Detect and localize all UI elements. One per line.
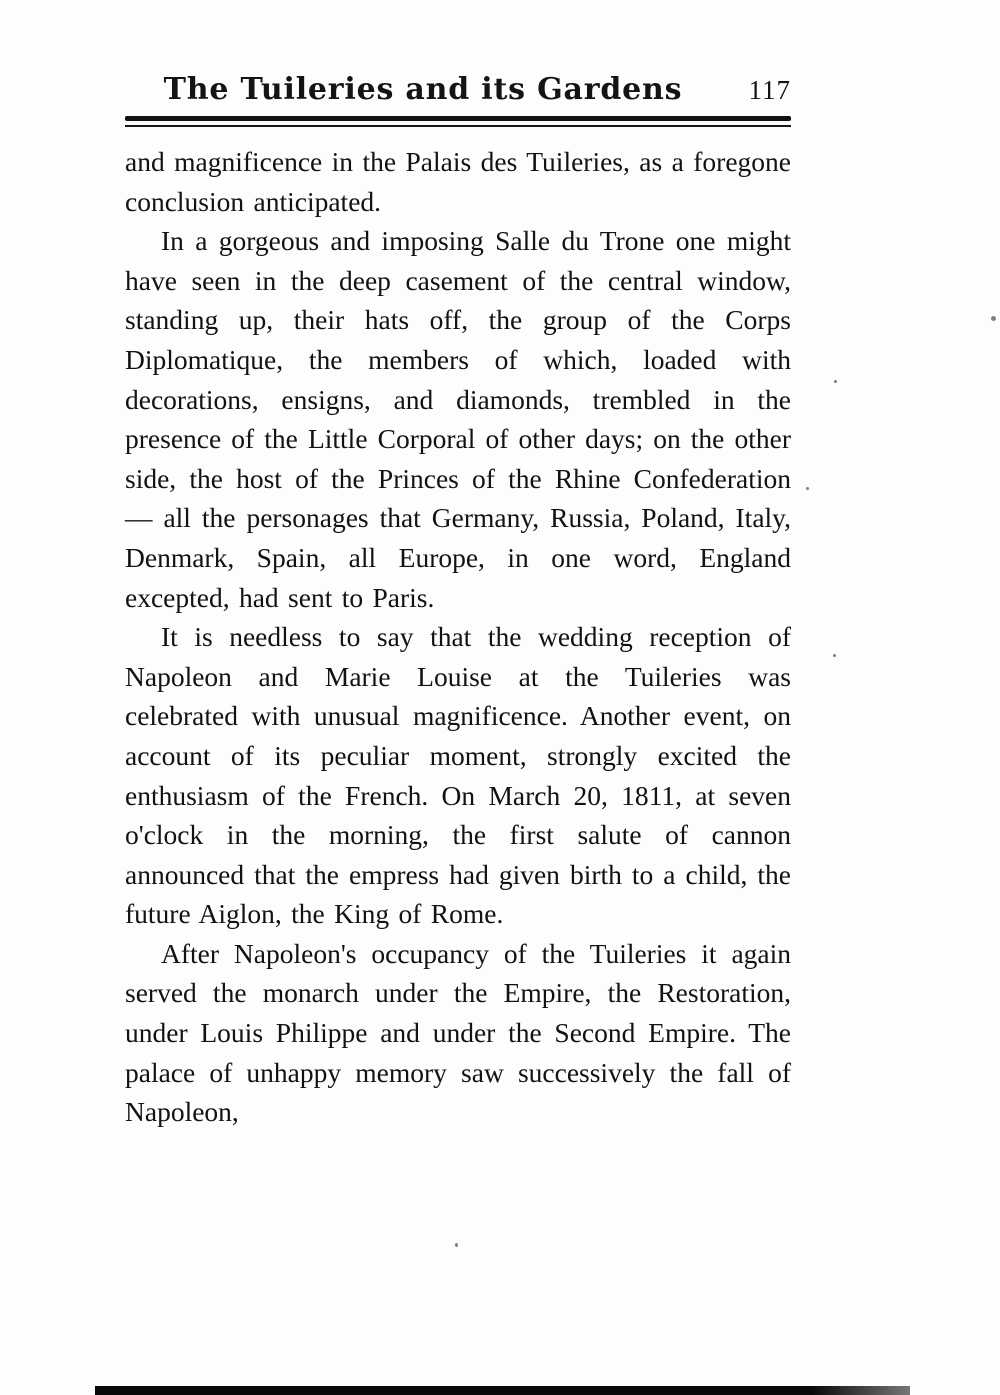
scan-speck <box>455 1243 458 1247</box>
rule-thin <box>125 125 791 127</box>
scan-speck <box>806 487 809 490</box>
paragraph: In a gorgeous and imposing Salle du Trone one might have seen in the deep casement of the central window, standing up, their hats off, the group of the Corps Diplomatique, the members of which, loaded with decorations, ensigns, and diamonds, trembled in the presence of the Little Corporal of other days; on the other side, the host of the Princes of the Rhine Confederation — all the personages that Germany, Russia, Poland, Italy, Denmark, Spain, all Europe, in one word, England excepted, had sent to Paris. <box>125 225 791 613</box>
paragraph: and magnificence in the Palais des Tuileries, as a foregone conclusion anticipated. <box>125 146 791 217</box>
page-number: 117 <box>748 75 791 105</box>
text-column <box>125 72 791 1132</box>
scan-speck <box>991 316 996 321</box>
paragraph: It is needless to say that the wedding reception of Napoleon and Marie Louise at the Tuileries was celebrated with unusual magnificence. Another event, on account of its peculiar moment, strongly excited the enthusiasm of the French. On March 20, 1811, at seven o'clock in the morning, the first salute of cannon announced that the empress had given birth to a child, the future Aiglon, the King of Rome. <box>125 621 791 930</box>
scan-speck <box>833 654 836 657</box>
running-head-title: The Tuileries and its Gardens <box>163 72 683 107</box>
paragraph: After Napoleon's occupancy of the Tuileries it again served the monarch under the Empire, the Restoration, under Louis Philippe and under the Second Empire. The palace of unhappy memory saw successively the fall of Napoleon, <box>125 937 791 1128</box>
rule-thick <box>125 116 791 121</box>
header-double-rule <box>125 116 791 127</box>
page-header <box>125 72 791 114</box>
scan-bottom-bar <box>95 1386 910 1395</box>
scan-speck <box>834 380 837 383</box>
body-text <box>125 142 791 1132</box>
